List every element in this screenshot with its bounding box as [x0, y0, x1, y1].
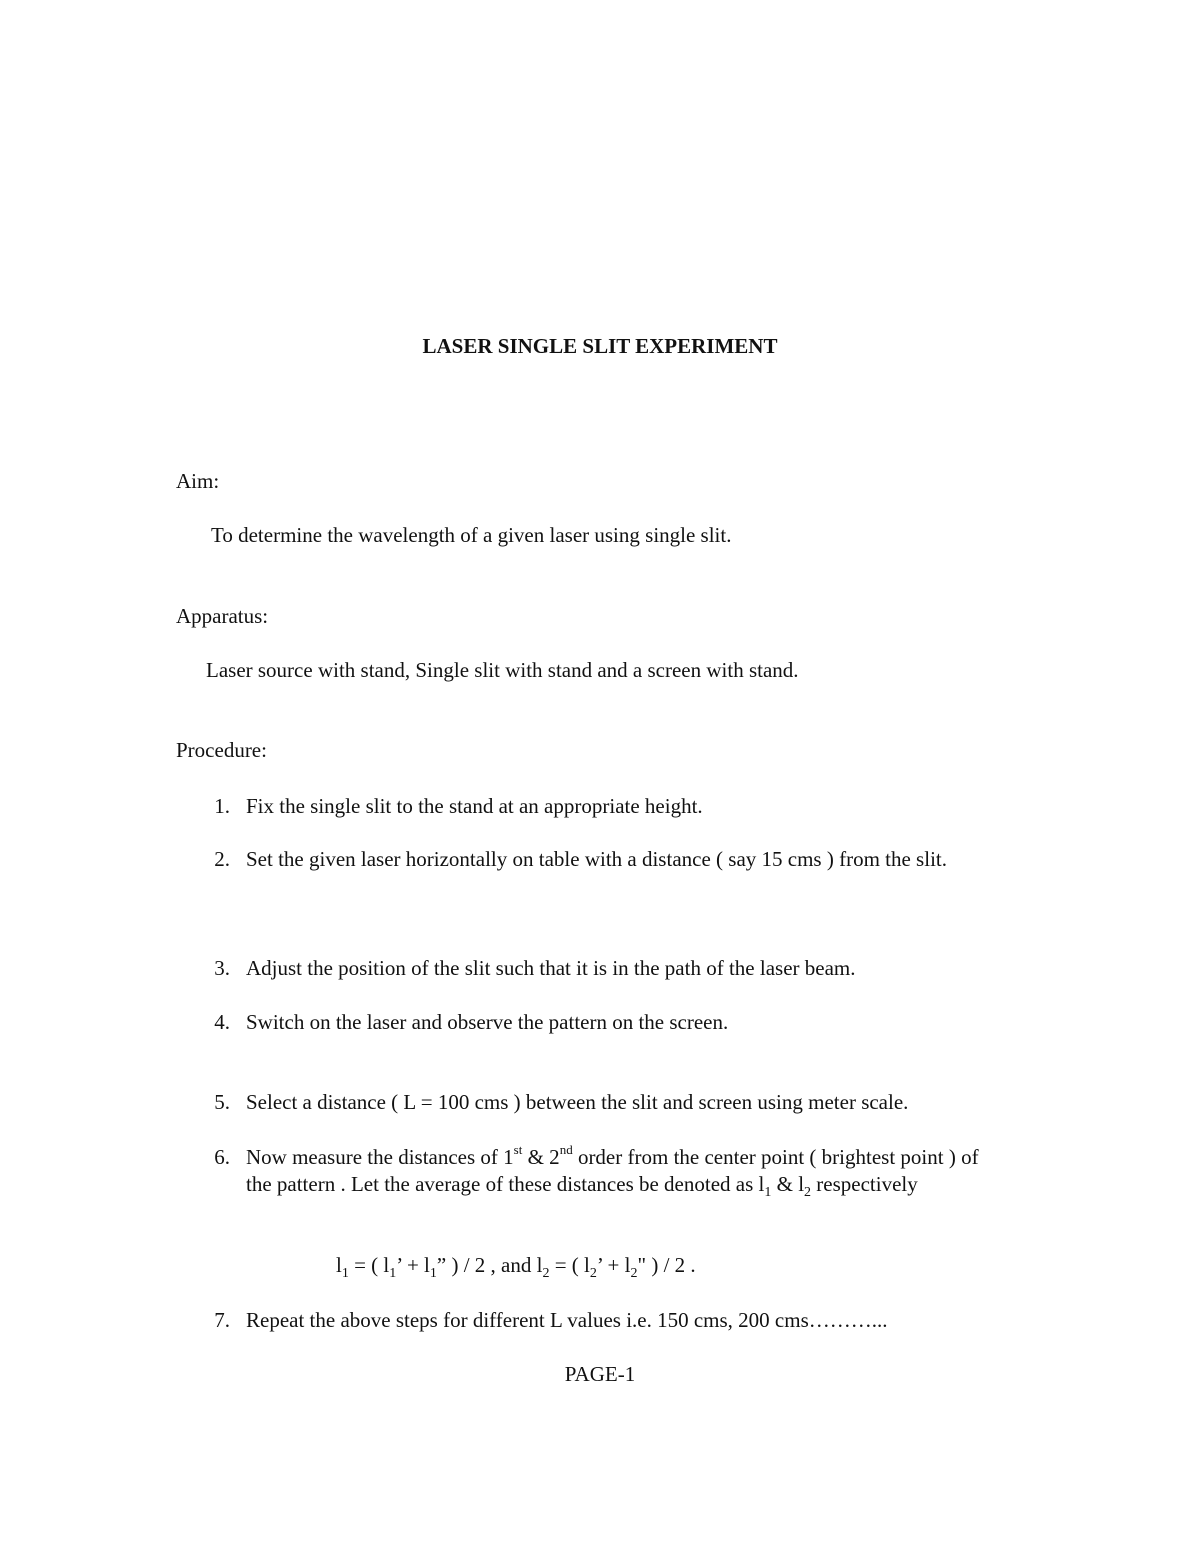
step-text: Set the given laser horizontally on table with a distance ( say 15 cms ) from the slit. — [246, 847, 947, 871]
step-text: Switch on the laser and observe the pattern on the screen. — [246, 1010, 729, 1034]
apparatus-text: Laser source with stand, Single slit with stand and a screen with stand. — [206, 658, 799, 682]
step-number: 4. — [214, 1010, 230, 1034]
step-number: 6. — [214, 1145, 230, 1169]
aim-text: To determine the wavelength of a given laser using single slit. — [211, 523, 732, 547]
apparatus-heading: Apparatus: — [176, 604, 269, 628]
step-number: 1. — [214, 794, 230, 818]
step-text: Select a distance ( L = 100 cms ) between the slit and screen using meter scale. — [246, 1090, 909, 1114]
step-text: Now measure the distances of 1st & 2nd order from the center point ( brightest point ) of the pattern . Let the average of these distances be denoted as $l_1$ & $l_2$ respectively — [246, 1142, 979, 1201]
aim-heading: Aim: — [176, 469, 220, 493]
step-text: Fix the single slit to the stand at an appropriate height. — [246, 794, 703, 818]
average-formula: $l_1$ = ( $l_1$’ + $l_1$” ) / 2 , and $l_2$ = ( $l_2$’ + $l_2$" ) / 2 . — [336, 1253, 696, 1282]
procedure-heading: Procedure: — [176, 738, 267, 762]
step-text: Repeat the above steps for different L values i.e. 150 cms, 200 cms………... — [246, 1308, 888, 1332]
step-number: 2. — [214, 847, 230, 871]
step-text: Adjust the position of the slit such that it is in the path of the laser beam. — [246, 956, 856, 980]
step-number: 3. — [214, 956, 230, 980]
step-number: 7. — [214, 1308, 230, 1332]
page-number: PAGE-1 — [564, 1362, 636, 1386]
step-number: 5. — [214, 1090, 230, 1114]
document-title: LASER SINGLE SLIT EXPERIMENT — [422, 334, 778, 358]
